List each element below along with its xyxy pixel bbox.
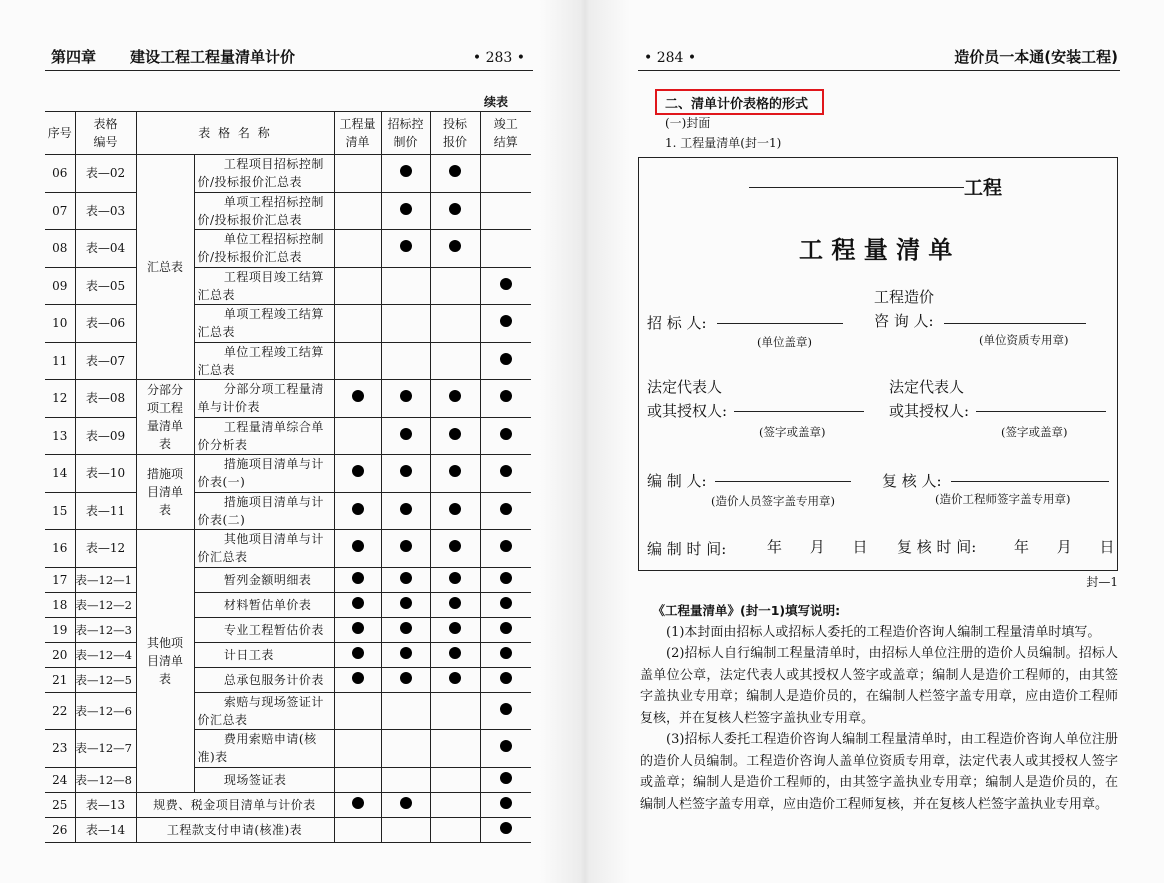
form-name: 工程项目招标控制价/投标报价汇总表 xyxy=(194,155,334,193)
mark-settlement xyxy=(480,730,531,768)
form-code: 表—12—3 xyxy=(75,617,136,642)
form-code: 表—12—2 xyxy=(75,592,136,617)
mark-settlement xyxy=(480,767,531,792)
form-name: 措施项目清单与计价表(二) xyxy=(194,492,334,530)
form-name: 索赔与现场签证计价汇总表 xyxy=(194,692,334,730)
applicable-dot-icon xyxy=(352,503,364,515)
header-quantity-list: 工程量清单 xyxy=(334,112,381,155)
form-number: 封—1 xyxy=(1086,575,1118,589)
mark-tender-control xyxy=(381,817,430,842)
mark-settlement xyxy=(480,380,531,418)
row-number: 12 xyxy=(45,380,75,418)
right-page xyxy=(638,0,1120,883)
mark-quantity-list xyxy=(334,692,381,730)
form-code: 表—08 xyxy=(75,380,136,418)
applicable-dot-icon xyxy=(400,465,412,477)
table-row xyxy=(45,730,531,768)
mark-quantity-list xyxy=(334,530,381,568)
mark-quantity-list xyxy=(334,417,381,455)
header-code: 表格编号 xyxy=(75,112,136,155)
form-name: 总承包服务计价表 xyxy=(194,667,334,692)
table-row xyxy=(45,230,531,268)
applicable-dot-icon xyxy=(352,390,364,402)
mark-settlement xyxy=(480,567,531,592)
mark-settlement xyxy=(480,592,531,617)
mark-quantity-list xyxy=(334,455,381,493)
applicable-dot-icon xyxy=(500,278,512,290)
table-row xyxy=(45,667,531,692)
review-time-label: 复 核 时 间: xyxy=(897,538,977,556)
applicable-dot-icon xyxy=(500,540,512,552)
mark-settlement xyxy=(480,267,531,305)
row-number: 25 xyxy=(45,792,75,817)
mark-bid-price xyxy=(430,267,480,305)
form-title: 工 程 量 清 单 xyxy=(799,236,953,264)
mark-settlement xyxy=(480,692,531,730)
mark-settlement xyxy=(480,230,531,268)
form-code: 表—02 xyxy=(75,155,136,193)
applicable-dot-icon xyxy=(500,703,512,715)
mark-tender-control xyxy=(381,692,430,730)
form-name: 其他项目清单与计价汇总表 xyxy=(194,530,334,568)
form-name: 材料暂估单价表 xyxy=(194,592,334,617)
table-row xyxy=(45,342,531,380)
row-number: 19 xyxy=(45,617,75,642)
mark-bid-price xyxy=(430,230,480,268)
mark-settlement xyxy=(480,455,531,493)
mark-bid-price xyxy=(430,155,480,193)
applicable-dot-icon xyxy=(400,428,412,440)
compiler-label: 编 制 人: xyxy=(647,472,707,490)
form-code: 表—12—7 xyxy=(75,730,136,768)
mark-bid-price xyxy=(430,817,480,842)
mark-tender-control xyxy=(381,730,430,768)
form-code: 表—12 xyxy=(75,530,136,568)
mark-settlement xyxy=(480,667,531,692)
table-row xyxy=(45,642,531,667)
mark-quantity-list xyxy=(334,767,381,792)
section-heading: 二、清单计价表格的形式 xyxy=(665,97,809,112)
mark-bid-price xyxy=(430,492,480,530)
mark-bid-price xyxy=(430,305,480,343)
mark-bid-price xyxy=(430,530,480,568)
row-number: 20 xyxy=(45,642,75,667)
mark-tender-control xyxy=(381,492,430,530)
row-number: 10 xyxy=(45,305,75,343)
mark-tender-control xyxy=(381,567,430,592)
mark-quantity-list xyxy=(334,230,381,268)
applicable-dot-icon xyxy=(400,647,412,659)
form-code: 表—12—4 xyxy=(75,642,136,667)
form-name: 现场签证表 xyxy=(194,767,334,792)
applicable-dot-icon xyxy=(449,165,461,177)
header-tender-control: 招标控制价 xyxy=(381,112,430,155)
applicable-dot-icon xyxy=(400,572,412,584)
applicable-dot-icon xyxy=(449,503,461,515)
mark-tender-control xyxy=(381,530,430,568)
reviewer-label: 复 核 人: xyxy=(882,472,942,490)
applicable-dot-icon xyxy=(400,622,412,634)
header-bid-price: 投标报价 xyxy=(430,112,480,155)
mark-settlement xyxy=(480,417,531,455)
applicable-dot-icon xyxy=(500,465,512,477)
applicable-dot-icon xyxy=(500,597,512,609)
row-number: 21 xyxy=(45,667,75,692)
page-number: • 283 • xyxy=(472,50,525,66)
instruction-paragraph: (2)招标人自行编制工程量清单时，由招标人单位注册的造价人员编制。招标人盖单位公章，法定代表人或其授权人签字或盖章；编制人是造价工程师的，由其签字盖执业专用章；编制人是造价员的，在编制人栏签字盖专用章，应由造价工程师复核，并在复核人栏签字盖执业专用章。 xyxy=(640,646,1118,726)
applicable-dot-icon xyxy=(500,428,512,440)
table-row xyxy=(45,455,531,493)
mark-tender-control xyxy=(381,417,430,455)
instructions-heading: 《工程量清单》(封一1)填写说明: xyxy=(652,603,841,618)
page-number: • 284 • xyxy=(644,50,697,66)
row-number: 17 xyxy=(45,567,75,592)
table-row xyxy=(45,267,531,305)
legal-rep2-label-2: 或其授权人: xyxy=(889,402,970,420)
table-row xyxy=(45,567,531,592)
mark-quantity-list xyxy=(334,267,381,305)
applicable-dot-icon xyxy=(352,647,364,659)
mark-tender-control xyxy=(381,192,430,230)
mark-bid-price xyxy=(430,642,480,667)
mark-bid-price xyxy=(430,192,480,230)
mark-tender-control xyxy=(381,230,430,268)
mark-tender-control xyxy=(381,380,430,418)
mark-bid-price xyxy=(430,342,480,380)
form-name: 措施项目清单与计价表(一) xyxy=(194,455,334,493)
header-settlement: 竣工结算 xyxy=(480,112,531,155)
mark-tender-control xyxy=(381,342,430,380)
mark-bid-price xyxy=(430,380,480,418)
form-code: 表—13 xyxy=(75,792,136,817)
review-time-value: 年 月 日 xyxy=(1014,538,1115,556)
applicable-dot-icon xyxy=(449,622,461,634)
form-name: 暂列金额明细表 xyxy=(194,567,334,592)
table-row xyxy=(45,417,531,455)
mark-tender-control xyxy=(381,792,430,817)
applicable-dot-icon xyxy=(449,540,461,552)
mark-bid-price xyxy=(430,667,480,692)
form-name: 工程项目竣工结算汇总表 xyxy=(194,267,334,305)
applicable-dot-icon xyxy=(449,428,461,440)
mark-quantity-list xyxy=(334,617,381,642)
form-code: 表—12—1 xyxy=(75,567,136,592)
applicable-dot-icon xyxy=(500,822,512,834)
mark-bid-price xyxy=(430,767,480,792)
mark-settlement xyxy=(480,530,531,568)
compile-time-label: 编 制 时 间: xyxy=(647,540,727,558)
legal-rep-label-1: 法定代表人 xyxy=(647,378,723,396)
mark-bid-price xyxy=(430,417,480,455)
mark-quantity-list xyxy=(334,592,381,617)
form-name: 单位工程竣工结算汇总表 xyxy=(194,342,334,380)
applicable-dot-icon xyxy=(352,622,364,634)
page-header xyxy=(45,44,533,71)
applicable-dot-icon xyxy=(352,672,364,684)
applicable-dot-icon xyxy=(400,203,412,215)
consultant-label-2: 咨 询 人: xyxy=(874,312,934,330)
applicable-dot-icon xyxy=(449,672,461,684)
mark-settlement xyxy=(480,817,531,842)
table-row xyxy=(45,617,531,642)
reviewer-note: (造价工程师签字盖专用章) xyxy=(935,492,1071,506)
applicable-dot-icon xyxy=(449,572,461,584)
mark-quantity-list xyxy=(334,792,381,817)
mark-tender-control xyxy=(381,667,430,692)
mark-quantity-list xyxy=(334,817,381,842)
mark-bid-price xyxy=(430,617,480,642)
table-row xyxy=(45,817,531,842)
row-number: 23 xyxy=(45,730,75,768)
applicable-dot-icon xyxy=(400,390,412,402)
applicable-dot-icon xyxy=(352,597,364,609)
applicable-dot-icon xyxy=(352,797,364,809)
mark-tender-control xyxy=(381,617,430,642)
cover-form xyxy=(638,157,1118,571)
form-code: 表—11 xyxy=(75,492,136,530)
applicable-dot-icon xyxy=(449,240,461,252)
mark-tender-control xyxy=(381,155,430,193)
applicable-dot-icon xyxy=(500,672,512,684)
form-code: 表—14 xyxy=(75,817,136,842)
tenderer-note: (单位盖章) xyxy=(757,335,812,349)
instructions xyxy=(640,600,1118,815)
form-name: 分部分项工程量清单与计价表 xyxy=(194,380,334,418)
mark-bid-price xyxy=(430,730,480,768)
mark-quantity-list xyxy=(334,155,381,193)
mark-settlement xyxy=(480,792,531,817)
mark-quantity-list xyxy=(334,305,381,343)
mark-tender-control xyxy=(381,592,430,617)
applicable-dot-icon xyxy=(400,797,412,809)
applicable-dot-icon xyxy=(500,647,512,659)
page-header xyxy=(638,44,1120,71)
form-group: 措施项目清单表 xyxy=(136,455,194,530)
legal-rep-note: (签字或盖章) xyxy=(759,425,826,439)
form-group: 其他项目清单表 xyxy=(136,530,194,793)
table-row xyxy=(45,305,531,343)
row-number: 11 xyxy=(45,342,75,380)
table-row xyxy=(45,492,531,530)
form-group: 汇总表 xyxy=(136,155,194,380)
applicable-dot-icon xyxy=(500,390,512,402)
form-code: 表—06 xyxy=(75,305,136,343)
applicable-dot-icon xyxy=(449,597,461,609)
applicable-dot-icon xyxy=(400,503,412,515)
mark-tender-control xyxy=(381,455,430,493)
table-row xyxy=(45,380,531,418)
mark-tender-control xyxy=(381,305,430,343)
chapter-title: 建设工程工程量清单计价 xyxy=(130,48,296,66)
applicable-dot-icon xyxy=(400,597,412,609)
table-row xyxy=(45,155,531,193)
item-heading: 1. 工程量清单(封一1) xyxy=(665,136,782,150)
consultant-label-1: 工程造价 xyxy=(874,288,935,306)
applicable-dot-icon xyxy=(352,465,364,477)
row-number: 09 xyxy=(45,267,75,305)
mark-settlement xyxy=(480,342,531,380)
tenderer-label: 招 标 人: xyxy=(647,314,707,332)
mark-tender-control xyxy=(381,267,430,305)
form-code: 表—05 xyxy=(75,267,136,305)
chapter-number: 第四章 xyxy=(51,48,97,66)
form-name: 工程款支付申请(核准)表 xyxy=(136,817,334,842)
mark-bid-price xyxy=(430,455,480,493)
form-name: 工程量清单综合单价分析表 xyxy=(194,417,334,455)
legal-rep2-note: (签字或盖章) xyxy=(1001,425,1068,439)
form-code: 表—10 xyxy=(75,455,136,493)
mark-quantity-list xyxy=(334,492,381,530)
applicable-dot-icon xyxy=(449,647,461,659)
legal-rep-label-2: 或其授权人: xyxy=(647,402,728,420)
mark-tender-control xyxy=(381,642,430,667)
row-number: 14 xyxy=(45,455,75,493)
applicable-dot-icon xyxy=(352,540,364,552)
subsection-heading: (一)封面 xyxy=(665,116,711,130)
form-code: 表—12—5 xyxy=(75,667,136,692)
mark-bid-price xyxy=(430,592,480,617)
mark-settlement xyxy=(480,305,531,343)
row-number: 08 xyxy=(45,230,75,268)
applicable-dot-icon xyxy=(449,390,461,402)
instruction-paragraph: (1)本封面由招标人或招标人委托的工程造价咨询人编制工程量清单时填写。 xyxy=(666,624,1101,640)
form-name: 单项工程招标控制价/投标报价汇总表 xyxy=(194,192,334,230)
consultant-note: (单位资质专用章) xyxy=(979,333,1069,347)
mark-bid-price xyxy=(430,692,480,730)
mark-quantity-list xyxy=(334,342,381,380)
project-suffix: 工程 xyxy=(964,177,1003,199)
mark-quantity-list xyxy=(334,380,381,418)
row-number: 22 xyxy=(45,692,75,730)
form-code: 表—04 xyxy=(75,230,136,268)
mark-quantity-list xyxy=(334,192,381,230)
mark-tender-control xyxy=(381,767,430,792)
mark-quantity-list xyxy=(334,730,381,768)
forms-table xyxy=(45,111,531,843)
form-name: 单项工程竣工结算汇总表 xyxy=(194,305,334,343)
mark-quantity-list xyxy=(334,667,381,692)
form-code: 表—03 xyxy=(75,192,136,230)
mark-quantity-list xyxy=(334,567,381,592)
header-no: 序号 xyxy=(45,112,75,155)
applicable-dot-icon xyxy=(400,165,412,177)
mark-bid-price xyxy=(430,567,480,592)
instruction-paragraph: (3)招标人委托工程造价咨询人编制工程量清单时，由工程造价咨询人单位注册的造价人员编制。工程造价咨询人盖单位资质专用章，法定代表人或其授权人签字或盖章；编制人是造价工程师的，由其签字盖执业专用章；编制人是造价员的，在编制人栏签字盖专用章，应由造价工程师复核，并在复核人栏签字盖执业专用章。 xyxy=(640,732,1118,812)
form-name: 费用索赔申请(核准)表 xyxy=(194,730,334,768)
applicable-dot-icon xyxy=(500,740,512,752)
applicable-dot-icon xyxy=(400,240,412,252)
continued-label: 续表 xyxy=(483,95,508,109)
row-number: 16 xyxy=(45,530,75,568)
applicable-dot-icon xyxy=(500,353,512,365)
form-group: 分部分项工程量清单表 xyxy=(136,380,194,455)
applicable-dot-icon xyxy=(500,772,512,784)
form-code: 表—12—6 xyxy=(75,692,136,730)
form-code: 表—07 xyxy=(75,342,136,380)
mark-quantity-list xyxy=(334,642,381,667)
form-name: 规费、税金项目清单与计价表 xyxy=(136,792,334,817)
row-number: 15 xyxy=(45,492,75,530)
book-title: 造价员一本通(安装工程) xyxy=(954,48,1118,66)
compile-time-value: 年 月 日 xyxy=(767,538,868,556)
applicable-dot-icon xyxy=(500,503,512,515)
table-row xyxy=(45,692,531,730)
row-number: 24 xyxy=(45,767,75,792)
form-name: 计日工表 xyxy=(194,642,334,667)
applicable-dot-icon xyxy=(449,465,461,477)
applicable-dot-icon xyxy=(352,572,364,584)
mark-settlement xyxy=(480,492,531,530)
form-name: 单位工程招标控制价/投标报价汇总表 xyxy=(194,230,334,268)
row-number: 13 xyxy=(45,417,75,455)
applicable-dot-icon xyxy=(400,672,412,684)
book-gutter xyxy=(540,0,630,883)
legal-rep2-label-1: 法定代表人 xyxy=(889,378,965,396)
table-row xyxy=(45,792,531,817)
mark-settlement xyxy=(480,642,531,667)
mark-settlement xyxy=(480,192,531,230)
form-name: 专业工程暂估价表 xyxy=(194,617,334,642)
applicable-dot-icon xyxy=(500,797,512,809)
mark-bid-price xyxy=(430,792,480,817)
table-row xyxy=(45,530,531,568)
table-row xyxy=(45,592,531,617)
applicable-dot-icon xyxy=(400,540,412,552)
compiler-note: (造价人员签字盖专用章) xyxy=(711,494,835,508)
applicable-dot-icon xyxy=(500,622,512,634)
table-row xyxy=(45,767,531,792)
row-number: 26 xyxy=(45,817,75,842)
form-code: 表—12—8 xyxy=(75,767,136,792)
applicable-dot-icon xyxy=(449,203,461,215)
table-row xyxy=(45,192,531,230)
mark-settlement xyxy=(480,617,531,642)
header-name: 表 格 名 称 xyxy=(136,112,334,155)
mark-settlement xyxy=(480,155,531,193)
row-number: 18 xyxy=(45,592,75,617)
applicable-dot-icon xyxy=(500,572,512,584)
row-number: 07 xyxy=(45,192,75,230)
applicable-dot-icon xyxy=(500,315,512,327)
left-page xyxy=(45,0,533,883)
table-header-row xyxy=(45,112,531,155)
form-code: 表—09 xyxy=(75,417,136,455)
row-number: 06 xyxy=(45,155,75,193)
